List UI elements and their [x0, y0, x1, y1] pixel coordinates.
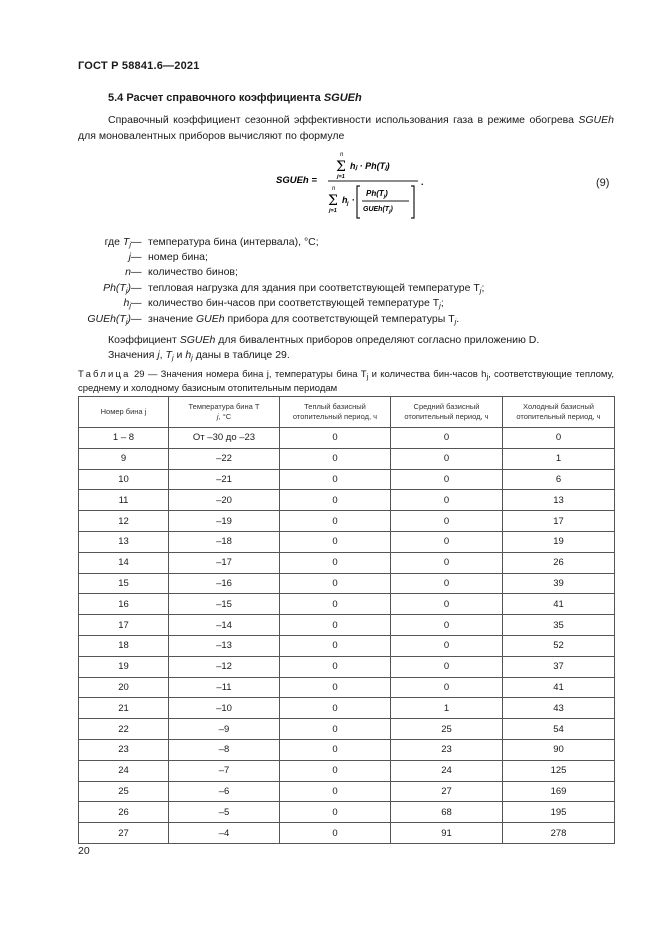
table-cell: 35: [503, 615, 615, 636]
table-cell: –22: [169, 448, 280, 469]
formula-inner-denominator: $GUEh(T_j)$: [363, 206, 393, 215]
table-row: [79, 469, 615, 490]
table-cell: –10: [169, 698, 280, 719]
table-cell: 37: [503, 656, 615, 677]
table-cell: 0: [391, 469, 503, 490]
table-cell: 24: [79, 760, 169, 781]
formula-num-sum-bottom: j=1: [337, 174, 345, 180]
table-row: [79, 511, 615, 532]
table-cell: 90: [503, 739, 615, 760]
table-cell: 41: [503, 677, 615, 698]
table-cell: 91: [391, 823, 503, 844]
table-cell: 0: [280, 615, 391, 636]
formula-den-h: h: [342, 195, 348, 205]
table-cell: 20: [79, 677, 169, 698]
table-row: [79, 552, 615, 573]
page-number: 20: [78, 845, 90, 857]
formula-numerator: hⱼ · Ph(Tⱼ): [350, 161, 390, 171]
table-cell: 26: [79, 802, 169, 823]
table-cell: 0: [391, 552, 503, 573]
formula-lhs: SGUEh =: [276, 175, 317, 186]
table-row: [79, 739, 615, 760]
table-cell: –9: [169, 719, 280, 740]
formula-end-dot: .: [421, 177, 424, 187]
table-row: [79, 823, 615, 844]
table-cell: 0: [280, 469, 391, 490]
table-cell: 0: [280, 802, 391, 823]
header-bin-temp: Температура бина T j, °C: [169, 397, 280, 428]
table-cell: 9: [79, 448, 169, 469]
table-cell: 6: [503, 469, 615, 490]
table-row: [79, 490, 615, 511]
formula-den-sum-bottom: j=1: [329, 208, 337, 214]
formula-den-h-sub: j: [347, 201, 349, 207]
table-cell: –5: [169, 802, 280, 823]
table-row: [79, 802, 615, 823]
table-cell: 0: [280, 823, 391, 844]
table-cell: 0: [280, 677, 391, 698]
table-cell: 0: [280, 719, 391, 740]
table-cell: –15: [169, 594, 280, 615]
table-cell: 12: [79, 511, 169, 532]
table-cell: 0: [280, 781, 391, 802]
table-cell: 0: [280, 698, 391, 719]
table-cell: 0: [391, 490, 503, 511]
table-cell: 25: [391, 719, 503, 740]
table-cell: 0: [280, 656, 391, 677]
sigma-icon: Σ: [336, 159, 346, 175]
sigma-icon: Σ: [328, 193, 338, 209]
table-cell: 52: [503, 635, 615, 656]
caption-label: Таблица: [78, 369, 131, 380]
header-average: Средний базисный отопительный период, ч: [391, 397, 503, 428]
note-values: Значения j, $T_j$ и $h_j$ даны в таблице 29.: [108, 349, 290, 362]
table-cell: 1 – 8: [79, 428, 169, 449]
table-cell: От –30 до –23: [169, 428, 280, 449]
table-cell: 0: [280, 573, 391, 594]
table-cell: –19: [169, 511, 280, 532]
table-cell: 0: [391, 635, 503, 656]
table-cell: 39: [503, 573, 615, 594]
where-item: где $T_j$ — температура бина (интервала), °C;: [104, 236, 319, 249]
table-header-row: [79, 397, 615, 428]
table-cell: 0: [280, 552, 391, 573]
table-cell: 26: [503, 552, 615, 573]
table-cell: –21: [169, 469, 280, 490]
table-cell: 27: [79, 823, 169, 844]
table-cell: 17: [503, 511, 615, 532]
table-cell: 24: [391, 760, 503, 781]
table-cell: 0: [391, 531, 503, 552]
table-row: [79, 698, 615, 719]
bracket-right-icon: [411, 186, 414, 218]
document-header: ГОСТ Р 58841.6—2021: [78, 60, 200, 72]
table-cell: 0: [280, 511, 391, 532]
table-cell: –11: [169, 677, 280, 698]
table-cell: 22: [79, 719, 169, 740]
table-cell: 11: [79, 490, 169, 511]
table-row: [79, 531, 615, 552]
table-cell: 0: [391, 677, 503, 698]
table-row: [79, 594, 615, 615]
table-cell: 0: [391, 656, 503, 677]
table-cell: 18: [79, 635, 169, 656]
where-item: n — количество бинов;: [125, 266, 238, 278]
table-cell: 1: [391, 698, 503, 719]
table-cell: 0: [280, 760, 391, 781]
table-cell: 0: [391, 448, 503, 469]
table-cell: 0: [280, 739, 391, 760]
table-cell: –14: [169, 615, 280, 636]
bins-table: [78, 396, 615, 844]
table-cell: –13: [169, 635, 280, 656]
table-cell: 0: [391, 428, 503, 449]
table-cell: –18: [169, 531, 280, 552]
table-cell: –17: [169, 552, 280, 573]
table-cell: 195: [503, 802, 615, 823]
intro-term: SGUEh: [578, 114, 614, 126]
header-warm: Теплый базисный отопительный период, ч: [280, 397, 391, 428]
table-cell: 23: [79, 739, 169, 760]
table-caption: Таблица 29 — Значения номера бина j, температуры бина $T_j$ и количества бин-часов $h_j$, соответствующие теплому, среднему и холодному базисным отопительным периодам: [78, 369, 614, 394]
table-cell: 23: [391, 739, 503, 760]
table-cell: 0: [280, 594, 391, 615]
table-row: [79, 635, 615, 656]
table-cell: 68: [391, 802, 503, 823]
table-cell: 13: [503, 490, 615, 511]
table-cell: 125: [503, 760, 615, 781]
table-cell: 278: [503, 823, 615, 844]
table-cell: 10: [79, 469, 169, 490]
table-cell: 1: [503, 448, 615, 469]
table-cell: 21: [79, 698, 169, 719]
header-cold: Холодный базисный отопительный период, ч: [503, 397, 615, 428]
table-cell: 0: [280, 428, 391, 449]
table-cell: –6: [169, 781, 280, 802]
table-row: [79, 781, 615, 802]
formula-den-dot: ·: [352, 195, 355, 205]
section-heading: [108, 92, 362, 104]
table-cell: 13: [79, 531, 169, 552]
table-cell: 0: [280, 490, 391, 511]
section-term: SGUEh: [323, 92, 362, 104]
table-cell: 0: [280, 531, 391, 552]
intro-line2: для моновалентных приборов вычисляют по формуле: [78, 130, 345, 142]
table-row: [79, 615, 615, 636]
table-cell: 0: [503, 428, 615, 449]
formula-inner-numerator: $Ph(T_j)$: [366, 189, 388, 200]
section-number: 5.4: [108, 92, 124, 104]
table-cell: 14: [79, 552, 169, 573]
table-cell: –4: [169, 823, 280, 844]
where-item: $h_j$ — количество бин-часов при соответствующей температуре $T_j$;: [123, 297, 444, 310]
where-list: [0, 235, 661, 335]
table-row: [79, 448, 615, 469]
note-bivalent: Коэффициент SGUEh для бивалентных приборов определяют согласно приложению D.: [108, 334, 540, 346]
table-cell: 0: [391, 594, 503, 615]
table-row: [79, 760, 615, 781]
table-cell: 27: [391, 781, 503, 802]
table-row: [79, 573, 615, 594]
table-cell: 19: [79, 656, 169, 677]
formula-9: [276, 148, 436, 222]
table-cell: 0: [280, 635, 391, 656]
table-row: [79, 428, 615, 449]
table-cell: 17: [79, 615, 169, 636]
table-cell: 169: [503, 781, 615, 802]
table-cell: 54: [503, 719, 615, 740]
table-row: [79, 719, 615, 740]
table-cell: 19: [503, 531, 615, 552]
table-cell: –12: [169, 656, 280, 677]
table-cell: –8: [169, 739, 280, 760]
table-cell: 0: [391, 573, 503, 594]
table-cell: 16: [79, 594, 169, 615]
equation-number: (9): [596, 177, 610, 189]
table-cell: –16: [169, 573, 280, 594]
table-cell: 41: [503, 594, 615, 615]
table-cell: 0: [280, 448, 391, 469]
table-cell: 25: [79, 781, 169, 802]
table-cell: 0: [391, 615, 503, 636]
where-item: $GUEh(T_j)$ — значение GUEh прибора для соответствующей температуры $T_j$.: [87, 313, 460, 326]
table-cell: –7: [169, 760, 280, 781]
where-intro: где: [104, 236, 120, 248]
formula-den-sum-top: n: [332, 186, 336, 192]
table-cell: –20: [169, 490, 280, 511]
where-item: j — номер бина;: [128, 251, 208, 263]
intro-paragraph: [78, 112, 614, 144]
intro-line1: Справочный коэффициент сезонной эффективности использования газа в режиме обогрева: [108, 114, 574, 126]
table-row: [79, 656, 615, 677]
header-bin-number: Номер бина j: [79, 397, 169, 428]
table-cell: 15: [79, 573, 169, 594]
section-title: Расчет справочного коэффициента: [126, 92, 321, 104]
table-cell: 43: [503, 698, 615, 719]
table-row: [79, 677, 615, 698]
where-item: $Ph(T_j)$ — тепловая нагрузка для здания при соответствующей температуре $T_j$;: [103, 282, 485, 295]
table-cell: 0: [391, 511, 503, 532]
bracket-left-icon: [357, 186, 360, 218]
formula-num-sum-top: n: [340, 152, 344, 158]
